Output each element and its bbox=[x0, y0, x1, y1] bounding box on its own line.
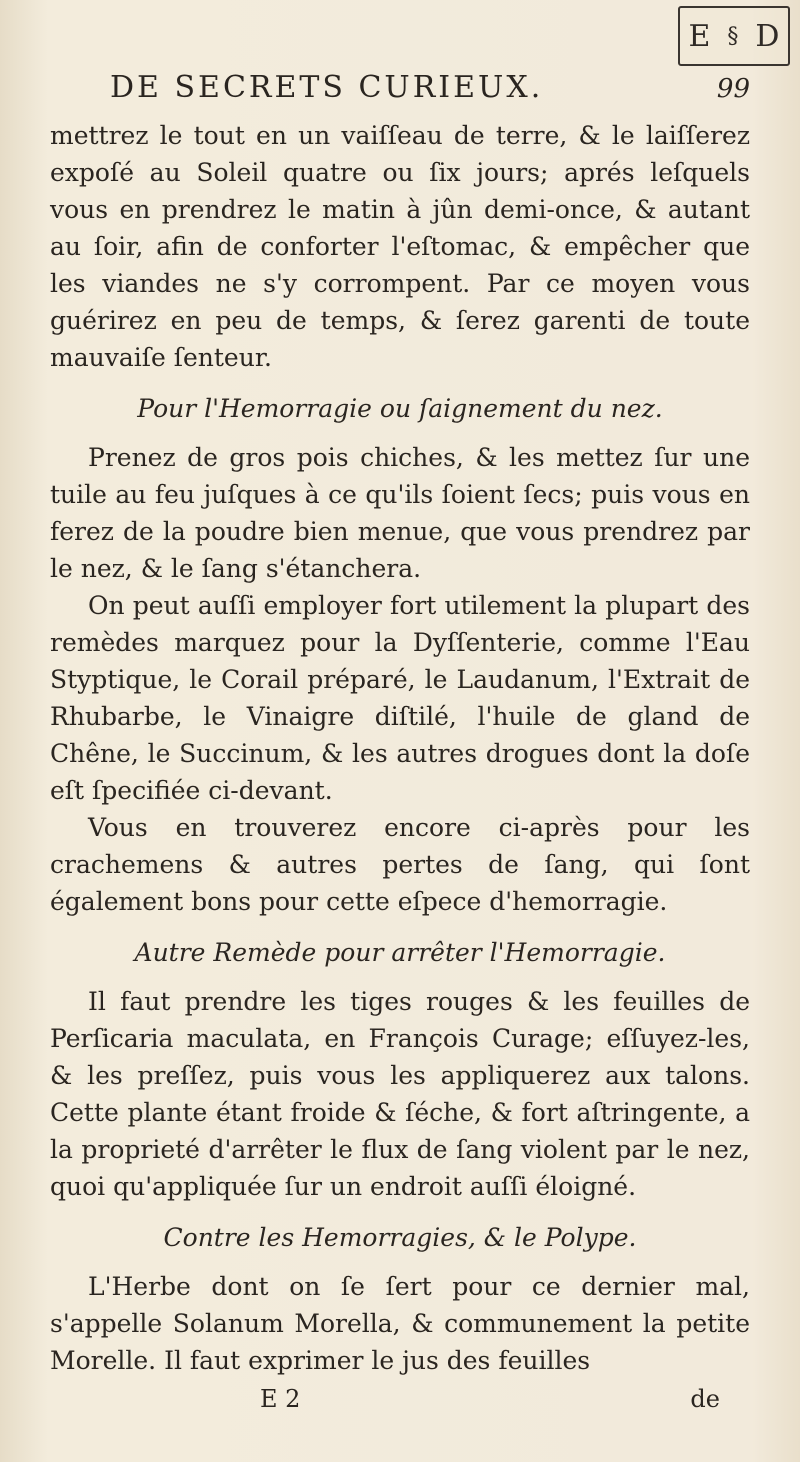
running-title: DE SECRETS CURIEUX. bbox=[110, 70, 544, 105]
paragraph: Prenez de gros pois chiches, & les mettez ſur une tuile au feu juſques à ce qu'ils ſoient ſecs; puis vous en ferez de la poudre bien menue, que vous prendrez par le nez, & le ſang s'étanchera. bbox=[50, 443, 750, 583]
stamp-letter-left: E bbox=[688, 18, 711, 54]
paragraph: Il faut prendre les tiges rouges & les feuilles de Perſicaria maculata, en François Curage; eſſuyez-les, & les preſſez, puis vous les appliquerez aux talons. Cette plante étant froide & ſéche, & fort aſtringente, a la proprieté d'arrêter le flux de ſang violent par le nez, quoi qu'appliquée ſur un endroit auſſi éloigné. bbox=[50, 987, 750, 1201]
page-footer bbox=[50, 1379, 750, 1413]
page-number: 99 bbox=[716, 74, 750, 104]
paragraph: mettrez le tout en un vaiſſeau de terre, & le laiſſerez expoſé au Soleil quatre ou ſix jours; aprés leſquels vous en prendrez le matin à jûn demi-once, & autant au ſoir, afin de conforter l'eſtomac, & empêcher que les viandes ne s'y corrompent. Par ce moyen vous guérirez en peu de temps, & ſerez garenti de toute mauvaiſe ſenteur. bbox=[50, 121, 750, 372]
signature-mark: E 2 bbox=[260, 1385, 301, 1413]
page-content bbox=[50, 117, 750, 1379]
stamp-emblem: § bbox=[727, 23, 739, 49]
section-heading: Autre Remède pour arrêter l'Hemorragie. bbox=[134, 938, 666, 967]
running-head bbox=[110, 70, 750, 105]
paragraph: On peut auſſi employer fort utilement la plupart des remèdes marquez pour la Dyſſenterie, comme l'Eau Styptique, le Corail préparé, le Laudanum, l'Extrait de Rhubarbe, le Vinaigre diſtilé, l'huile de gland de Chêne, le Succinum, & les autres drogues dont la doſe eſt ſpecifiée ci-devant. bbox=[50, 591, 750, 805]
stamp-letter-right: D bbox=[755, 18, 780, 54]
library-stamp bbox=[678, 6, 790, 66]
section-heading: Contre les Hemorragies, & le Polype. bbox=[163, 1223, 637, 1252]
catchword: de bbox=[690, 1385, 720, 1413]
paragraph: L'Herbe dont on ſe ſert pour ce dernier mal, s'appelle Solanum Morella, & communement la petite Morelle. Il faut exprimer le jus des feuilles bbox=[50, 1272, 750, 1375]
section-heading: Pour l'Hemorragie ou ſaignement du nez. bbox=[137, 394, 663, 423]
paragraph: Vous en trouverez encore ci-après pour les crachemens & autres pertes de ſang, qui ſont également bons pour cette eſpece d'hemorragie. bbox=[50, 813, 750, 916]
